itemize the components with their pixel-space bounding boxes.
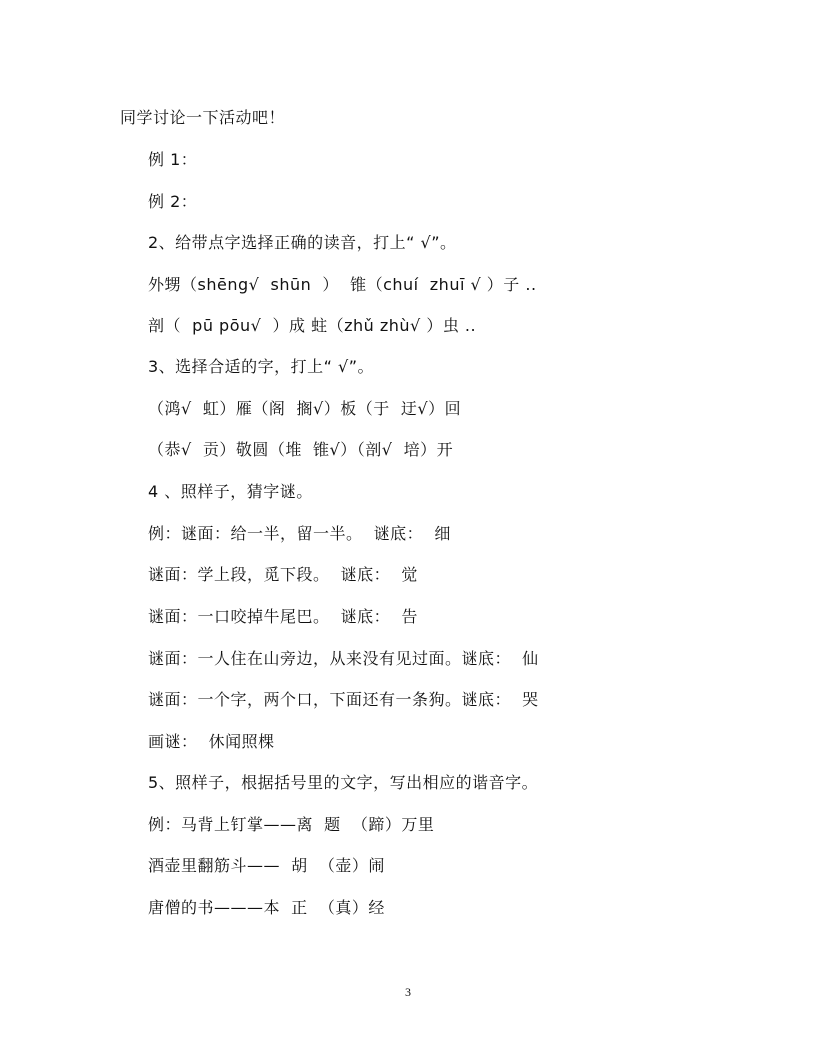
homophone-example: 例：马背上钉掌——离 题 （蹄）万里: [148, 815, 435, 834]
homophone-1: 酒壶里翻筋斗—— 胡 （壶）闹: [148, 856, 385, 875]
question-4-heading: 4 、照样子，猜字谜。: [148, 482, 313, 501]
question-3-heading: 3、选择合适的字，打上“ √”。: [148, 357, 375, 376]
riddle-example: 例：谜面：给一半，留一半。 谜底： 细: [148, 524, 451, 543]
riddle-2: 谜面：一口咬掉牛尾巴。 谜底： 告: [148, 607, 418, 626]
question-5-heading: 5、照样子，根据括号里的文字，写出相应的谐音字。: [148, 773, 539, 792]
question-2-line-2: 剖（ pū pōu√ ）成 蛀（zhǔ zhù√ ）虫 ..: [148, 316, 477, 335]
question-2-heading: 2、给带点字选择正确的读音，打上“ √”。: [148, 233, 457, 252]
riddle-1: 谜面：学上段，觅下段。 谜底： 觉: [148, 565, 418, 584]
riddle-4: 谜面：一个字，两个口，下面还有一条狗。谜底： 哭: [148, 690, 539, 709]
example-1-label: 例 1：: [148, 150, 198, 169]
example-2-label: 例 2：: [148, 192, 198, 211]
question-2-line-1: 外甥（shēng√ shūn ） 锥（chuí zhuī √ ）子 ..: [148, 275, 537, 294]
riddle-3: 谜面：一人住在山旁边，从来没有见过面。谜底： 仙: [148, 649, 539, 668]
question-3-line-2: （恭√ 贡）敬圆（堆 锥√）（剖√ 培）开: [148, 440, 454, 459]
homophone-2: 唐僧的书———本 正 （真）经: [148, 898, 385, 917]
question-3-line-1: （鸿√ 虹）雁（阁 搁√）板（于 迂√）回: [148, 399, 462, 418]
intro-text: 同学讨论一下活动吧！: [120, 108, 286, 127]
page-number: 3: [405, 985, 411, 999]
picture-riddle: 画谜： 休闻照棵: [148, 732, 275, 751]
